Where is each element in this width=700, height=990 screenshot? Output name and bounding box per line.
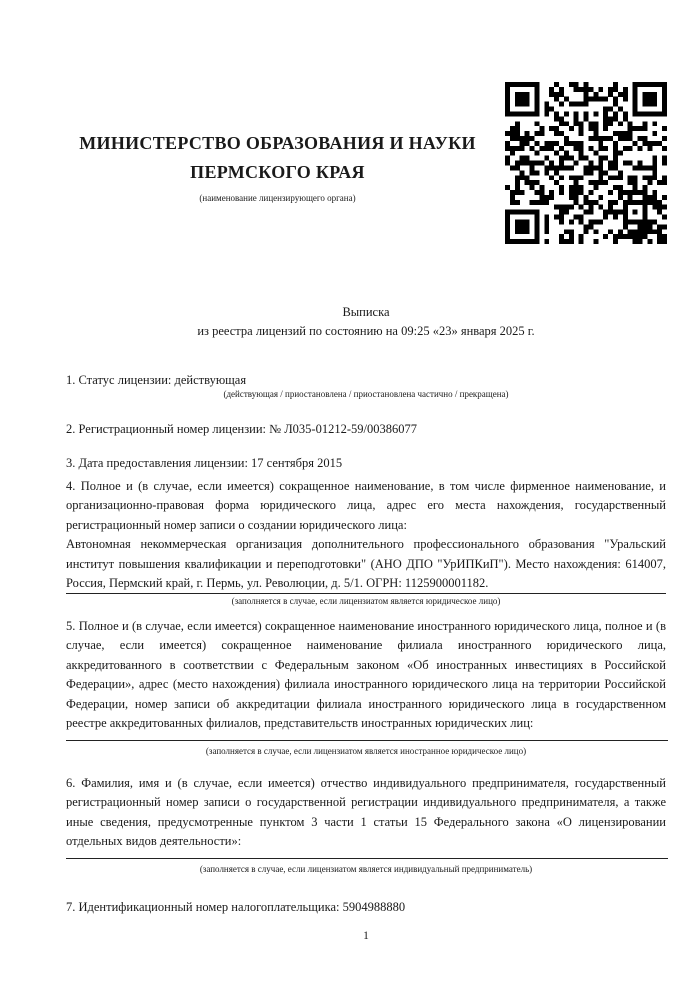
document-title-line1: Выписка: [342, 305, 390, 319]
ministry-title: [40, 129, 515, 187]
ministry-title-line1: МИНИСТЕРСТВО ОБРАЗОВАНИЯ И НАУКИ: [79, 133, 476, 153]
item-7-taxpayer-id: 7. Идентификационный номер налогоплательщика: 5904988880: [66, 900, 406, 914]
item-4-value: Автономная некоммерческая организация дополнительного профессионального образования "Уральский институт повышения квалификации и переподготовки" (АНО ДПО "УрИПКиП"). Место нахождения: 614007, Россия, Пермский край, г. Пермь, ул. Революции, д. 5/1. ОГРН: 1125900001182.: [66, 537, 666, 591]
item-1-caption: (действующая / приостановлена / приостановлена частично / прекращена): [223, 389, 509, 399]
item-5-caption: (заполняется в случае, если лицензиатом является иностранное юридическое лицо): [205, 746, 527, 756]
qr-code-icon: [505, 82, 667, 244]
item-3-grant-date: 3. Дата предоставления лицензии: 17 сентября 2015: [66, 456, 343, 470]
item-4-legal-entity: [66, 477, 666, 607]
item-6-blank-field-line: [66, 858, 668, 859]
ministry-title-line2: ПЕРМСКОГО КРАЯ: [190, 162, 365, 182]
item-5-foreign-entity: 5. Полное и (в случае, если имеется) сокращенное наименование иностранного юридического лица, полное и (в случае, если имеется) сокращенное наименование филиала иностранного юридического лица, аккредитованного в соответствии с Федеральным законом «Об иностранных инвестициях в Российской Федерации», адрес (место нахождения) филиала иностранного юридического лица на территории Российской Федерации, номер записи об аккредитации филиала иностранного юридического лица в государственном реестре аккредитованных филиалов, представительств иностранных юридических лиц:: [66, 619, 666, 731]
item-6-caption: (заполняется в случае, если лицензиатом является индивидуальный предприниматель): [199, 864, 533, 874]
item-6-entrepreneur: 6. Фамилия, имя и (в случае, если имеется) отчество индивидуального предпринимателя, государственный регистрационный номер записи о государственной регистрации индивидуального предпринимателя, а также иные сведения, предусмотренные пунктом 3 части 1 статьи 15 Федерального закона «О лицензировании отдельных видов деятельности»:: [66, 776, 666, 849]
item-2-registration-number: 2. Регистрационный номер лицензии: № Л035-01212-59/00386077: [66, 422, 417, 436]
item-4-caption: (заполняется в случае, если лицензиатом является юридическое лицо): [231, 596, 501, 607]
document-title: [66, 303, 666, 342]
ministry-caption: (наименование лицензирующего органа): [199, 193, 356, 203]
item-4-text: [66, 477, 666, 594]
item-4-intro: 4. Полное и (в случае, если имеется) сокращенное наименование, в том числе фирменное наименование, и организационно-правовая форма юридического лица, адрес его места нахождения, государственный регистрационный номер записи о создании юридического лица:: [66, 479, 666, 532]
page-number: 1: [363, 930, 369, 942]
document-title-line2: из реестра лицензий по состоянию на 09:25 «23» января 2025 г.: [197, 324, 535, 339]
item-1-license-status: 1. Статус лицензии: действующая: [66, 373, 247, 387]
item-5-blank-field-line: [66, 740, 668, 741]
